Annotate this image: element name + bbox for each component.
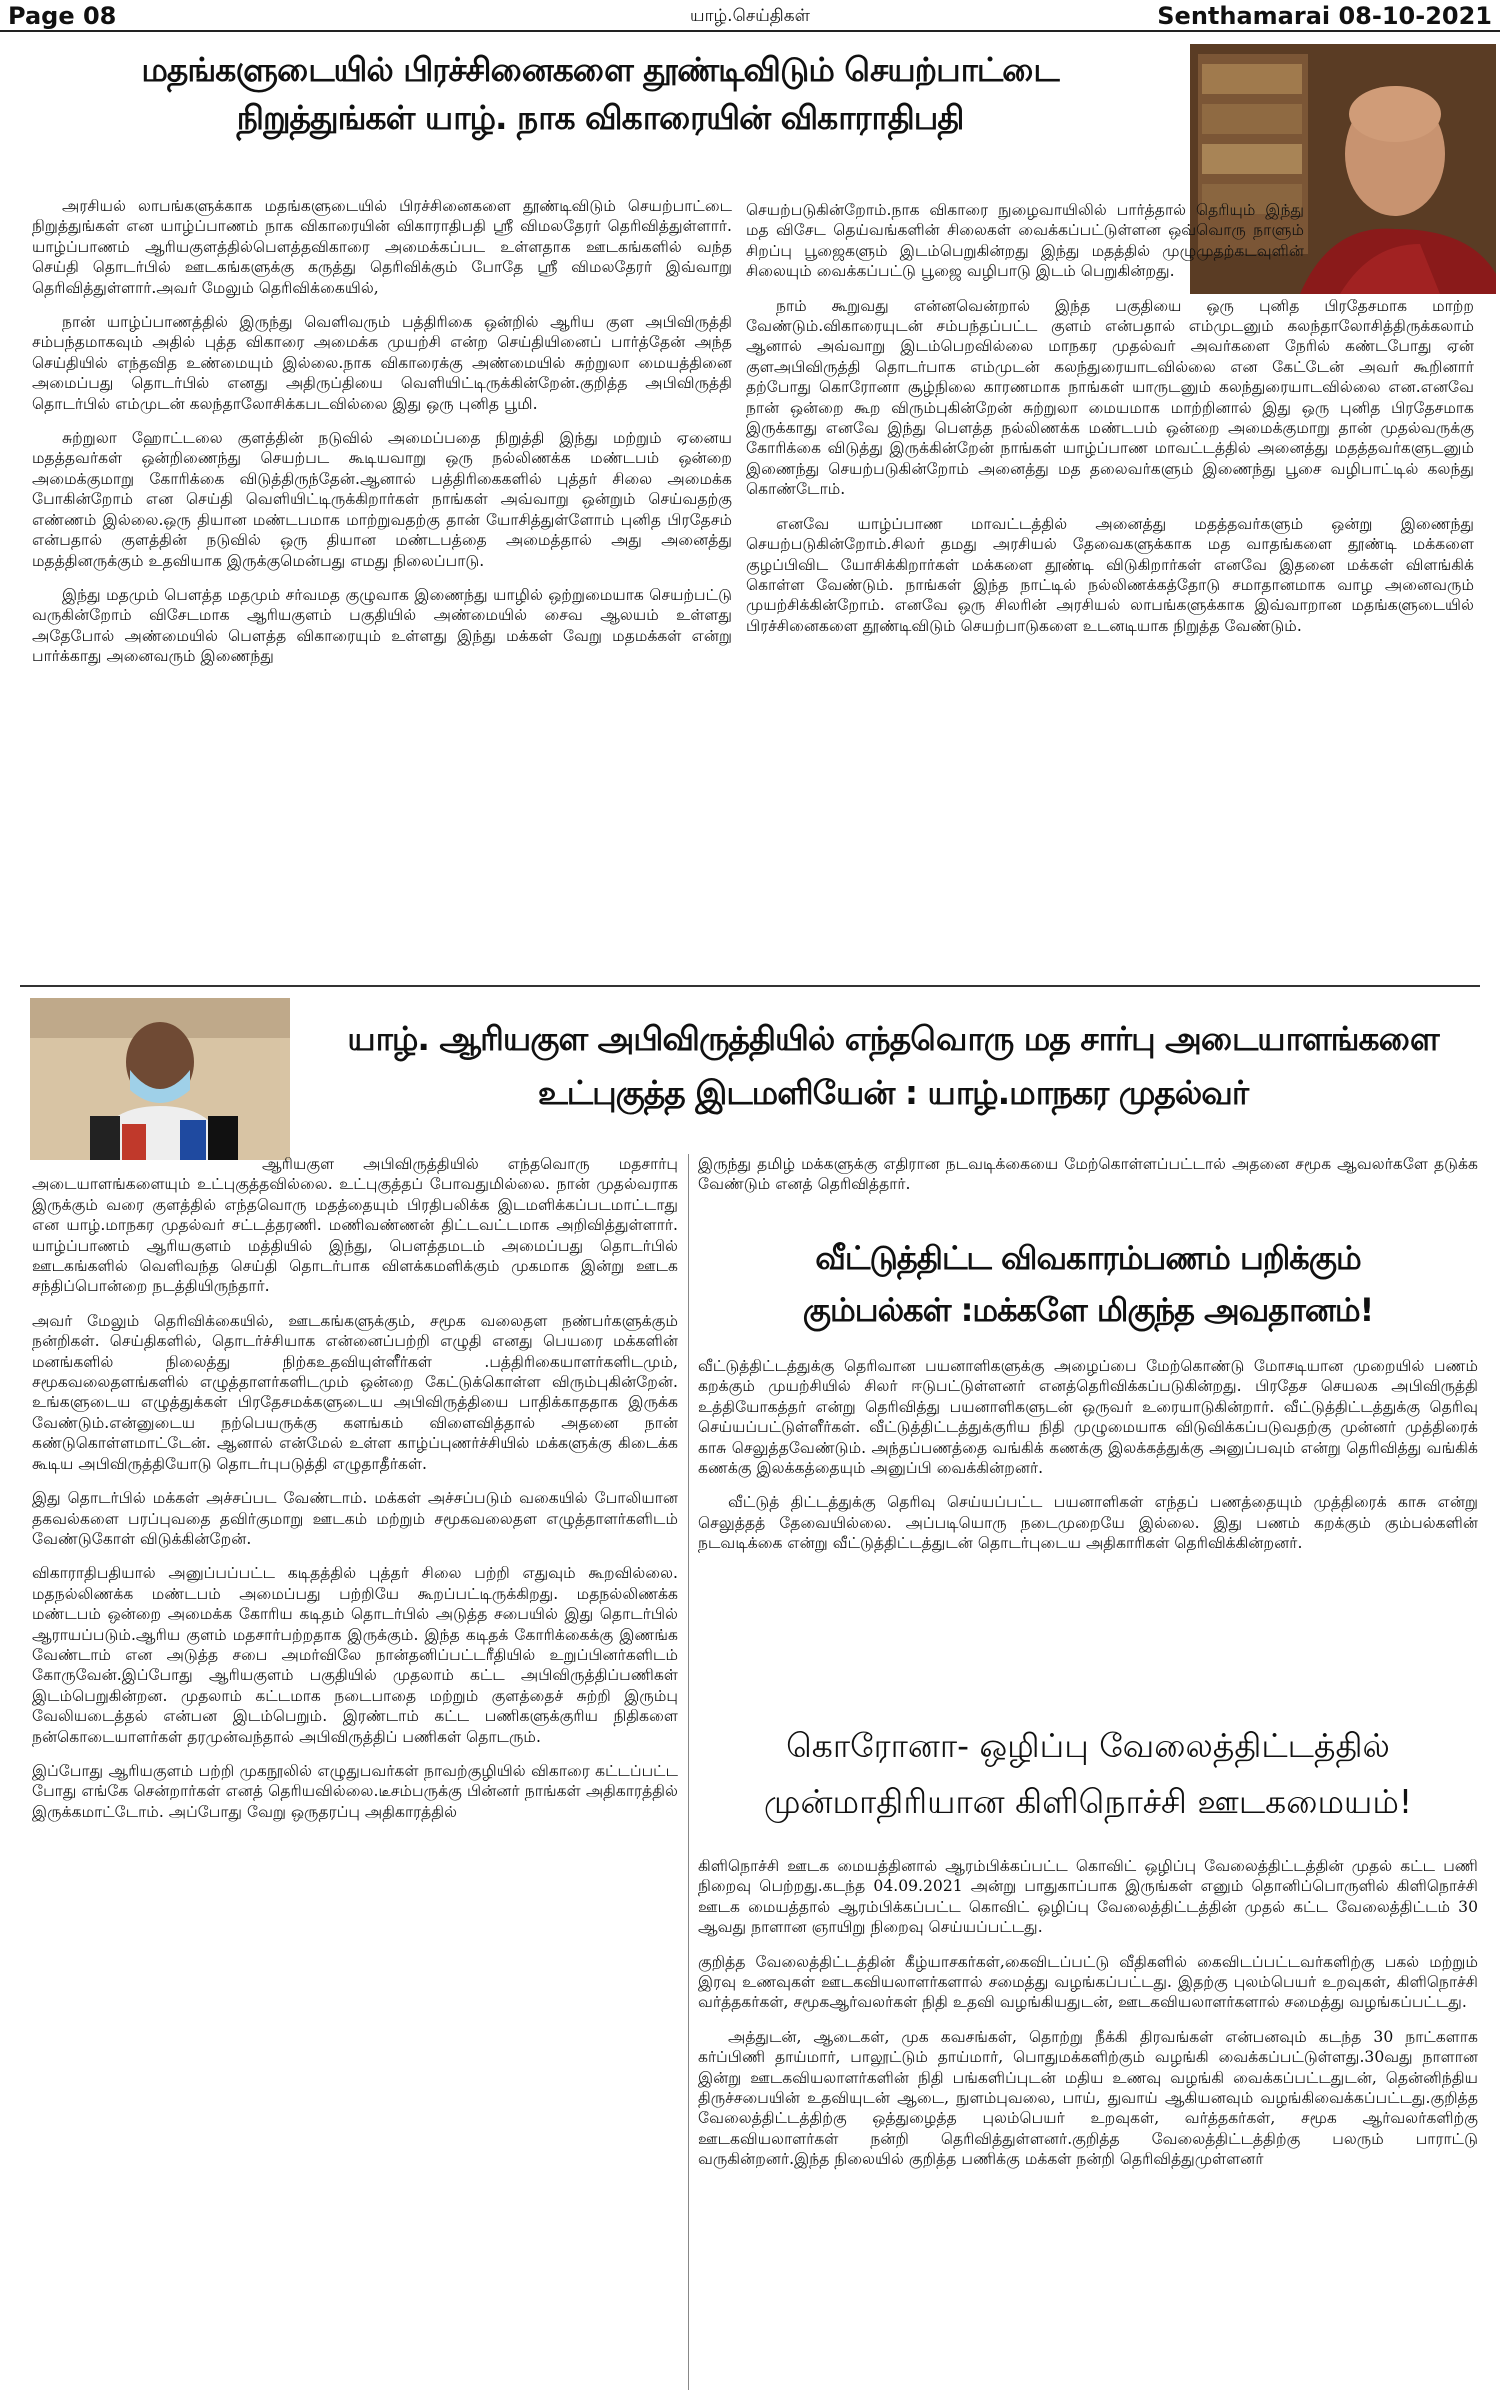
article1-headline: மதங்களுடையில் பிரச்சினைகளை தூண்டிவிடும் செயற்பாட்டை நிறுத்துங்கள் யாழ். நாக விகாரையின் விகாராதிபதி — [141, 50, 1059, 137]
article3-column — [698, 1356, 1478, 1568]
article1-left-para-4: இந்து மதமும் பௌத்த மதமும் சர்வமத குழுவாக இணைந்து யாழில் ஒற்றுமையாக செயற்பட்டு வருகின்றோம் விசேடமாக ஆரியகுளம் பகுதியில் அண்மையில் சைவ ஆலயம் உள்ளது அதேபோல் அண்மையில் பௌத்த விகாரையும் உள்ளது இந்து மக்கள் வேறு மதமக்கள் என்று பார்க்காது அனைவரும் இணைந்து — [32, 585, 732, 666]
article1-right-para-2: நாம் கூறுவது என்னவென்றால் இந்த பகுதியை ஒரு புனித பிரதேசமாக மாற்ற வேண்டும்.விகாரையுடன் சம்பந்தப்பட்ட குளம் என்பதால் எம்முடனும் கலந்தாலோசித்திருக்கலாம் ஆனால் அவ்வாறு இடம்பெறவில்லை மாநகர முதல்வர் அவர்களை நேரில் கண்டபோது ஏன் குளஅபிவிருத்தி தொடர்பாக எம்முடன் கலந்துரையாடவில்லை என கேட்டேன் அவர் கூறினார் தற்போது கொரோனா சூழ்நிலை காரணமாக நாங்கள் யாருடனும் கலந்துரையாடவில்லை என.எனவே நான் ஒன்றை கூற விரும்புகின்றேன் சுற்றுலா மையமாக மாற்றினால் இது ஒரு புனித பிரதேசமாக இருக்காது எனவே இந்து பௌத்த நல்லிணக்க மண்டபம் ஒன்றை அமைக்குமாறு தான் முதல்வருக்கு கோரிக்கை விடுத்து இருக்கின்றேன் நாங்கள் யாழ்ப்பாண மாவட்டத்தில் அனைத்து மதத்தவர்களுடனும் இணைந்து செயற்படுகின்றோம் அனைத்து மத தலைவர்களும் இணைந்து பூசை வழிபாட்டில் கலந்து கொண்டோம். — [746, 296, 1474, 499]
article3-para-2: வீட்டுத் திட்டத்துக்கு தெரிவு செய்யப்பட்ட பயனாளிகள் எந்தப் பணத்தையும் முத்திரைக் காசு என்று செலுத்தத் தேவையில்லை. அப்படியொரு நடைமுறையே இல்லை. இது பணம் கறக்கும் கும்பல்களின் நடவடிக்கை என்று வீட்டுத்திட்டத்துடன் தொடர்புடைய அதிகாரிகள் தெரிவிக்கின்றனர். — [698, 1493, 1478, 1553]
article1-left-para-2: நான் யாழ்ப்பாணத்தில் இருந்து வெளிவரும் பத்திரிகை ஒன்றில் ஆரிய குள அபிவிருத்தி சம்பந்தமாகவும் அதில் புத்த விகாரை அமைக்க முயற்சி என்ற செய்தியினைப் பார்த்தேன் அந்த செய்தியில் எந்தவித உண்மையும் இல்லை.நாக விகாரைக்கு அண்மையில் சுற்றுலா மையத்தினை அமைப்பது தொடர்பில் எனது அதிருப்தியை வெளியிட்டிருக்கின்றேன்.குறித்த அபிவிருத்தி தொடர்பில் எம்முடன் கலந்தாலோசிக்கபடவில்லை இது ஒரு புனித பூமி. — [32, 313, 732, 413]
article2-headline: யாழ். ஆரியகுள அபிவிருத்தியில் எந்தவொரு மத சார்பு அடையாளங்களை உட்புகுத்த இடமளியேன் : யாழ்.மாநகர முதல்வர் — [347, 1019, 1439, 1112]
article1-right-column — [746, 200, 1474, 650]
article2-left-para-2: அவர் மேலும் தெரிவிக்கையில், ஊடகங்களுக்கும், சமூக வலைதள நண்பர்களுக்கும் நன்றிகள். செய்திகளில், தொடர்ச்சியாக என்னைப்பற்றி எழுதி எனது பெயரை மக்களின் மனங்களில் நிலைத்து நிற்கஉதவியுள்ளீர்கள் .பத்திரிகையாளர்களிடமும், சமூகவலைதளங்களில் எழுத்தாளர்களிடமும் ஒன்றை கேட்டுக்கொள்ள விரும்புகின்றேன். உங்களுடைய எழுத்துக்கள் பிரதேசமக்களுடைய அபிவிருத்தியை பாதிக்காததாக இருக்க வேண்டும்.என்னுடைய நற்பெயருக்கு களங்கம் விளைவித்தால் அதனை நான் கண்டுகொள்ளமாட்டேன். ஆனால் என்மேல் உள்ள காழ்ப்புணர்ச்சியில் மக்களுக்கு கிடைக்க கூடிய அபிவிருத்தியோடு தொடர்புபடுத்தி எழுதாதீர்கள். — [32, 1311, 678, 1473]
article1-left-column — [32, 196, 732, 681]
mayor-portrait-illustration — [30, 998, 290, 1160]
article3-para-1: வீட்டுத்திட்டத்துக்கு தெரிவான பயனாளிகளுக்கு அழைப்பை மேற்கொண்டு மோசடியான முறையில் பணம் கறக்கும் முயற்சியில் சிலர் ஈடுபட்டுள்ளனர் எனத்தெரிவிக்கப்படுகின்றது. பிரதேச செயலக அபிவிருத்தி உத்தியோகத்தர் என்று தெரிவித்து பயனாளிகளுடன் ஒருவர் உரையாடுகின்றார். வீட்டுத்திட்டத்துக்கு தெரிவு செய்யப்பட்டுள்ளீர்கள். வீட்டுத்திட்டத்துக்குரிய நிதி முழுமையாக விடுவிக்கப்படுவதற்கு முன்னர் முத்திரைக் காசு செலுத்தவேண்டும். அந்தப்பணத்தை வங்கிக் கணக்கு இலக்கத்துக்கு அனுப்பவும் என்று தெரிவித்து வங்கிக் கணக்கு இலக்கத்தையும் அனுப்பி வைக்கின்றனர். — [698, 1357, 1478, 1478]
article2-right-para: இருந்து தமிழ் மக்களுக்கு எதிரான நடவடிக்கையை மேற்கொள்ளப்பட்டால் அதனை சமூக ஆவலர்களே தடுக்க வேண்டும் எனத் தெரிவித்தார். — [698, 1155, 1478, 1194]
article4-para-3: அத்துடன், ஆடைகள், முக கவசங்கள், தொற்று நீக்கி திரவங்கள் என்பனவும் கடந்த 30 நாட்களாக கர்ப்பிணி தாய்மார், பாலூட்டும் தாய்மார், பொதுமக்களிற்கும் வழங்கி வைக்கப்பட்டுள்ளது.30வது நாளான இன்று ஊடகவியலாளர்களின் நிதி பங்களிப்புடன் மதிய உணவு வழங்கி வைக்கப்பட்டதுடன், தென்னிந்திய திருச்சபையின் உதவியுடன் ஆடை, நுளம்புவலை, பாய், துவாய் ஆகியனவும் வழங்கிவைக்கப்பட்டது.குறித்த வேலைத்திட்டத்திற்கு ஒத்துழைத்த புலம்பெயர் உறவுகள், வர்த்தகர்கள், சமூக ஆர்வலர்களிற்கு ஊடகவியலாளர்கள் நன்றி தெரிவித்துள்ளனர்.குறித்த வேலைத்திட்டத்திற்கு பலரும் பாராட்டு வருகின்றனர்.இந்த நிலையில் குறித்த பணிக்கு மக்கள் நன்றி தெரிவித்துமுள்ளனர் — [698, 2027, 1478, 2169]
article4-para-1: கிளிநொச்சி ஊடக மையத்தினால் ஆரம்பிக்கப்பட்ட கொவிட் ஒழிப்பு வேலைத்திட்டத்தின் முதல் கட்ட பணி நிறைவு பெற்றது.கடந்த 04.09.2021 அன்று பாதுகாப்பாக இருங்கள் எனும் தொனிப்பொருளில் கிளிநொச்சி ஊடக மையத்தால் ஆரம்பிக்கப்பட்ட கொவிட் ஒழிப்பு வேலைத்திட்டத்தின் முதல் கட்ட வேலைத்திட்டம் 30 ஆவது நாளான ஞாயிறு நிறைவு செய்யப்பட்டது. — [698, 1857, 1478, 1937]
page-number: Page 08 — [8, 2, 117, 30]
article2-left-para-4: விகாராதிபதியால் அனுப்பப்பட்ட கடிதத்தில் புத்தர் சிலை பற்றி எதுவும் கூறவில்லை. மதநல்லிணக்க மண்டபம் அமைப்பது பற்றியே கூறப்பட்டிருக்கிறது. மதநல்லிணக்க மண்டபம் ஒன்றை அமைக்க கோரிய கடிதம் தொடர்பில் அடுத்த சபையில் இது தொடர்பில் ஆராயப்படும்.ஆரிய குளம் மதசார்பற்றதாக இருக்கும். இந்த கடிதக் கோரிக்கைக்கு இணங்க வேண்டாம் என அடுத்த சபை அமர்விலே நான்தனிப்பட்டரீதியில் உறுப்பினர்களிடம் கோருவேன்.இப்போது ஆரியகுளம் பகுதியில் முதலாம் கட்ட அபிவிருத்திப்பணிகள் இடம்பெறுகின்றன. முதலாம் கட்டமாக நடைபாதை மற்றும் குளத்தைச் சுற்றி இரும்பு வேலியடைத்தல் என்பன இடம்பெறும். இரண்டாம் கட்ட பணிகளுக்குரிய நிதிகளை நன்கொடையாளர்கள் தரமுன்வந்தால் அபிவிருத்திப் பணிகள் தொடரும். — [32, 1564, 678, 1746]
mayor-photo — [30, 998, 290, 1160]
article1-left-para-1: அரசியல் லாபங்களுக்காக மதங்களுடையில் பிரச்சினைகளை தூண்டிவிடும் செயற்பாட்டை நிறுத்துங்கள் என யாழ்ப்பாணம் நாக விகாரையின் விகாராதிபதி ஸ்ரீ விமலதேரர் தெரிவித்துள்ளார். யாழ்ப்பாணம் ஆரியகுளத்தில்பௌத்தவிகாரை அமைக்கப்பட உள்ளதாக ஊடகங்களில் வந்த செய்தி தொடர்பில் ஊடகங்களுக்கு கருத்து தெரிவிக்கும் போதே ஸ்ரீ விமலதேரர் இவ்வாறு தெரிவித்துள்ளார்.அவர் மேலும் தெரிவிக்கையில், — [32, 197, 732, 297]
section-name: யாழ்.செய்திகள் — [690, 6, 810, 26]
article4-column — [698, 1856, 1478, 2184]
article1-right-para-3: எனவே யாழ்ப்பாண மாவட்டத்தில் அனைத்து மதத்தவர்களும் ஒன்று இணைந்து செயற்படுகின்றோம்.சிலர் தமது அரசியல் தேவைகளுக்காக மத வாதங்களை தூண்டி மக்களை குழப்பிவிட யோசிக்கிறார்கள் மக்களை தூண்டி விடுகிறார்கள் எனவே இதனை மக்கள் விளங்கிக் கொள்ள வேண்டும். நாங்கள் இந்த நாட்டில் நல்லிணக்கத்தோடு சமாதானமாக வாழ அனைவரும் முயற்சிக்கின்றோம். எனவே ஒரு சிலரின் அரசியல் லாபங்களுக்காக இவ்வாறான மதங்களுடையில் பிரச்சினைகளை தூண்டிவிடும் செயற்பாடுகளை உடனடியாக நிறுத்த வேண்டும். — [746, 514, 1474, 635]
article4-headline: கொரோனா- ஒழிப்பு வேலைத்திட்டத்தில் முன்மாதிரியான கிளிநொச்சி ஊடகமையம்! — [763, 1726, 1413, 1821]
article2-left-column — [32, 1154, 678, 1836]
article2-right-column — [698, 1154, 1478, 1209]
page-header — [0, 0, 1500, 32]
article1-left-para-3: சுற்றுலா ஹோட்டலை குளத்தின் நடுவில் அமைப்பதை நிறுத்தி இந்து மற்றும் ஏனைய மதத்தவர்கள் ஒன்றிணைந்து செயற்பட கூடியவாறு ஒரு நல்லிணக்க மண்டபம் ஒன்றை அமைக்குமாறு கோரிக்கை விடுத்திருந்தேன்.ஆனால் பத்திரிகைகளில் புத்தர் சிலை அமைக்க போகின்றோம் என செய்தி வெளியிட்டிருக்கிறார்கள் நாங்கள் அவ்வாறு ஒன்றும் செய்வதற்கு எண்ணம் இல்லை.ஒரு தியான மண்டபமாக மாற்றுவதற்கு தான் யோசித்துள்ளோம் புனித பிரதேசம் என்பதால் குளத்தின் நடுவில் ஒரு தியான மண்டபத்தை அமைத்தால் அது அனைத்து மதத்தினருக்கும் உதவியாக இருக்குமென்பது எமது நிலைப்பாடு. — [32, 429, 732, 570]
article2-left-para-5: இப்போது ஆரியகுளம் பற்றி முகநூலில் எழுதுபவர்கள் நாவற்குழியில் விகாரை கட்டப்பட்ட போது எங்கே சென்றார்கள் எனத் தெரியவில்லை.டீசம்பருக்கு பின்னர் நாங்கள் அதிகாரத்தில் இருக்கமாட்டோம். அப்போது வேறு ஒருதரப்பு அதிகாரத்தில் — [32, 1761, 678, 1821]
article1-divider — [20, 985, 1480, 987]
column-divider — [688, 1154, 689, 2390]
article2-left-para-1: ஆரியகுள அபிவிருத்தியில் எந்தவொரு மதசார்பு அடையாளங்களையும் உட்புகுத்தவில்லை. உட்புகுத்தப் போவதுமில்லை. நான் முதல்வராக இருக்கும் வரை குளத்தில் எந்தவொரு மதத்தையும் பிரதிபலிக்க இடமளிக்கப்படமாட்டாது என யாழ்.மாநகர முதல்வர் சட்டத்தரணி. மணிவண்ணன் திட்டவட்டமாக அறிவித்துள்ளார். யாழ்ப்பாணம் ஆரியகுளம் மத்தியில் இந்து, பௌத்தமடம் அமைப்பது தொடர்பில் ஊடகங்களில் வெளிவந்த செய்தி தொடர்பாக விளக்கமளிக்கும் முகமாக இன்று ஊடக சந்திப்பொன்றை நடத்தியிருந்தார். — [32, 1155, 678, 1296]
paper-date: Senthamarai 08-10-2021 — [1157, 2, 1492, 30]
article3-headline: வீட்டுத்திட்ட விவகாரம்பணம் பறிக்கும் கும்பல்கள் :மக்களே மிகுந்த அவதானம்! — [802, 1239, 1374, 1329]
article2-left-para-3: இது தொடர்பில் மக்கள் அச்சப்பட வேண்டாம். மக்கள் அச்சப்படும் வகையில் போலியான தகவல்களை பரப்புவதை தவிர்குமாறு ஊடகம் மற்றும் சமூகவலைதள எழுத்தாளர்களிடம் வேண்டுகோள் விடுக்கின்றேன். — [32, 1489, 678, 1548]
article1-right-para-1: செயற்படுகின்றோம்.நாக விகாரை நுழைவாயிலில் பார்த்தால் தெரியும் இந்து மத விசேட தெய்வங்களின் சிலைகள் வைக்கப்பட்டுள்ளன ஒவ்வொரு நாளும் சிறப்பு பூஜைகளும் இடம்பெறுகின்றது இந்து மதத்தில் முழுமுதற்கடவுளின் சிலையும் வைக்கப்பட்டு பூஜை வழிபாடு இடம் பெறுகின்றது. — [746, 201, 1304, 281]
article4-para-2: குறித்த வேலைத்திட்டத்தின் கீழ்யாசகர்கள்,கைவிடப்பட்டு வீதிகளில் கைவிடப்பட்டவர்களிற்கு பகல் மற்றும் இரவு உணவுகள் ஊடகவியலாளர்களால் சமைத்து வழங்கப்பட்டது. இதற்கு புலம்பெயர் உறவுகள், கிளிநொச்சி வர்த்தகர்கள், சமூகஆர்வலர்கள் நிதி உதவி வழங்கியதுடன், ஊடகவியலாளர்களால் சமைத்து வழங்கப்பட்டது. — [698, 1952, 1478, 2012]
